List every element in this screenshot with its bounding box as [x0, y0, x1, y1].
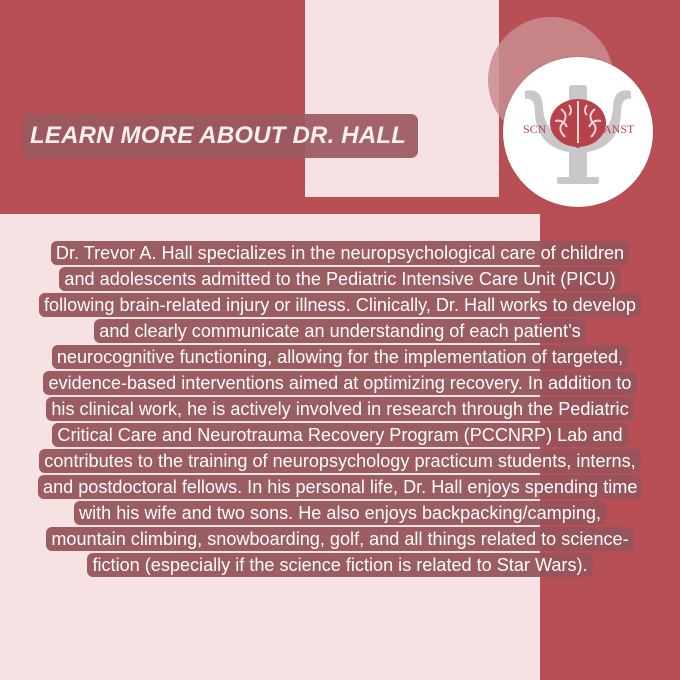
title-banner — [22, 114, 418, 158]
logo-right-text: ANST — [603, 122, 635, 136]
bio-paragraph: Dr. Trevor A. Hall specializes in the neuropsychological care of children and adolescents admitted to the Pediatric Intensive Care Unit (PICU) following brain-related injury or illness. Clinically, Dr. Hall works to develop and clearly communicate an understanding of each patient’s neurocognitive functioning, allowing for the implementation of targeted, evidence-based interventions aimed at optimizing recovery. In addition to his clinical work, he is actively involved in research through the Pediatric Critical Care and Neurotrauma Recovery Program (PCCNRP) Lab and contributes to the training of neuropsychology practicum students, interns, and postdoctoral fellows. In his personal life, Dr. Hall enjoys spending time with his wife and two sons. He also enjoys backpacking/camping, mountain climbing, snowboarding, golf, and all things related to science-fiction (especially if the science fiction is related to Star Wars). — [38, 241, 642, 577]
psi-brain-logo-icon — [503, 57, 653, 207]
logo-left-text: SCN — [523, 122, 547, 136]
logo-badge — [503, 57, 653, 207]
background-block-top — [305, 0, 499, 197]
page-title: LEARN MORE ABOUT DR. HALL — [30, 122, 407, 149]
psi-base — [557, 177, 599, 184]
bio-section — [38, 240, 642, 578]
